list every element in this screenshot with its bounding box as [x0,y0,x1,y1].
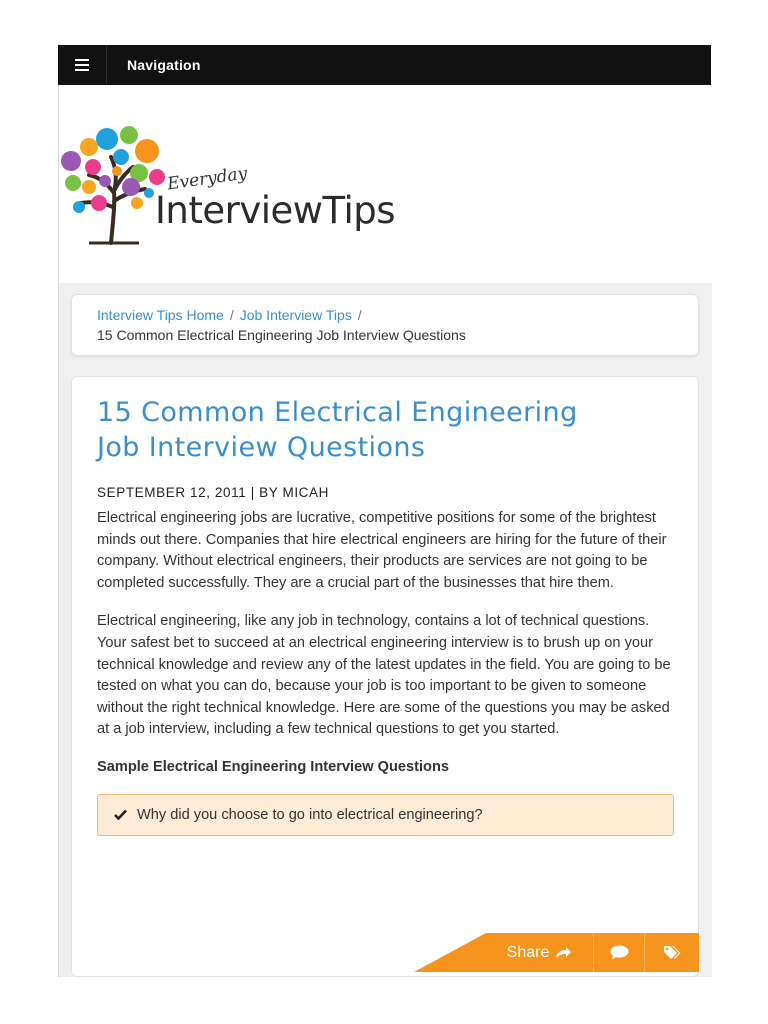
nav-label[interactable]: Navigation [127,57,201,73]
comment-icon [610,945,629,960]
breadcrumb-links [97,305,698,325]
site-header [59,85,712,283]
breadcrumb-link-home[interactable]: Interview Tips Home [97,307,224,323]
breadcrumb [71,294,699,356]
question-text: Why did you choose to go into electrical engineering? [137,806,483,823]
tags-button[interactable] [644,933,699,972]
questions-heading: Sample Electrical Engineering Interview Questions [97,758,449,775]
hamburger-icon [75,59,89,71]
share-label: Share [506,943,550,961]
article-paragraph: Electrical engineering, like any job in technology, contains a lot of technical questions. Your safest bet to succeed at an electrical engineering interview is to brush up on your technical knowledge and review any of the latest updates in the field. You are going to be tested on what you can do, because your job is too important to be given to someone without the right technical knowledge. Here are some of the questions you may be asked at a job interview, including a few technical questions to get you started. [97,613,671,738]
article-paragraph: Electrical engineering jobs are lucrative, competitive positions for some of the brightest minds out there. Companies that hire electrical engineers are hiring for the future of their company. Without electrical engineers, their products are services are not going to be completed successfully. They are a crucial part of the businesses that hire them. [97,510,667,591]
post-meta: SEPTEMBER 12, 2011 | BY MICAH [97,485,329,500]
logo-main-text: InterviewTips [155,189,396,232]
logo-small-text: Everyday [165,163,249,195]
breadcrumb-link-job-tips[interactable]: Job Interview Tips [239,307,352,323]
page-title: 15 Common Electrical Engineering Job Interview Questions [97,397,578,463]
tag-icon [663,945,681,960]
question-item[interactable] [97,794,674,836]
tree-logo-icon [59,121,169,251]
share-arrow-icon [555,946,572,959]
top-navbar [58,45,711,85]
share-bar-corner [414,933,486,972]
share-button[interactable] [486,933,593,972]
comment-button[interactable] [593,933,644,972]
checkmark-icon [114,809,127,820]
share-bar [414,933,699,972]
breadcrumb-separator: / [357,307,362,323]
article-card [71,376,699,977]
nav-menu-button[interactable] [58,45,107,85]
site-logo[interactable] [59,121,459,251]
site-frame [58,85,712,977]
breadcrumb-current: 15 Common Electrical Engineering Job Interview Questions [97,327,466,343]
breadcrumb-separator: / [229,307,234,323]
